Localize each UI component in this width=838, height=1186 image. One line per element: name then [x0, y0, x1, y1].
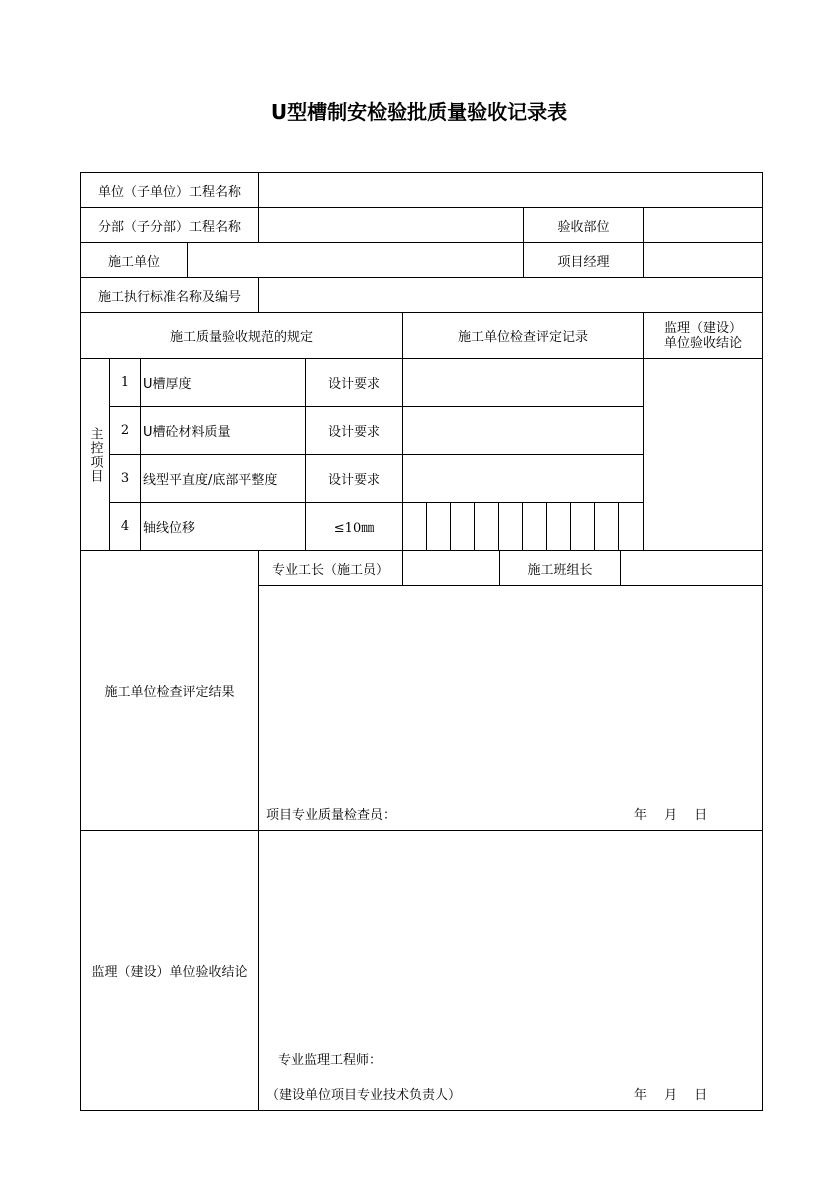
- measurement-cell[interactable]: [426, 502, 451, 551]
- project-name-field[interactable]: [258, 172, 763, 208]
- item-name: U槽砼材料质量: [140, 406, 306, 455]
- main-control-label-cell: [80, 358, 110, 551]
- measurement-cell[interactable]: [402, 502, 427, 551]
- spec-column-header: 施工质量验收规范的规定: [80, 312, 403, 359]
- standard-label: 施工执行标准名称及编号: [80, 277, 259, 313]
- inspector-date: 年 月 日: [634, 808, 708, 823]
- contractor-result-area[interactable]: [258, 585, 763, 831]
- supervisor-column-header: [643, 312, 763, 359]
- foreman-label: 专业工长（施工员）: [258, 550, 403, 586]
- measurement-cell[interactable]: [618, 502, 644, 551]
- supervisor-date: 年 月 日: [634, 1088, 708, 1103]
- supervisor-items-conclusion-field[interactable]: [643, 358, 763, 551]
- item-number: 3: [109, 454, 141, 503]
- acceptance-part-field[interactable]: [643, 207, 763, 243]
- item-number: 1: [109, 358, 141, 407]
- measurement-cell[interactable]: [594, 502, 619, 551]
- standard-field[interactable]: [258, 277, 763, 313]
- team-leader-label: 施工班组长: [499, 550, 621, 586]
- supervisor-engineer-label: 专业监理工程师：: [278, 1053, 383, 1068]
- project-manager-field[interactable]: [643, 242, 763, 278]
- form-title: U型槽制安检验批质量验收记录表: [270, 100, 568, 124]
- subsection-label: 分部（子分部）工程名称: [80, 207, 259, 243]
- owner-representative-label: （建设单位项目专业技术负责人）: [266, 1088, 462, 1103]
- item-record-field[interactable]: [402, 406, 644, 455]
- supervisor-result-label: 监理（建设）单位验收结论: [80, 830, 259, 1111]
- measurement-cell[interactable]: [546, 502, 571, 551]
- supervisor-header-line2: 单位验收结论: [663, 335, 742, 351]
- item-number: 2: [109, 406, 141, 455]
- inspector-signature-label: 项目专业质量检查员：: [266, 808, 397, 823]
- acceptance-part-label: 验收部位: [523, 207, 644, 243]
- supervisor-header-line1: 监理（建设）: [663, 320, 742, 336]
- inspection-form: [80, 172, 763, 1111]
- contractor-field[interactable]: [187, 242, 524, 278]
- item-requirement: 设计要求: [305, 454, 403, 503]
- item-record-field[interactable]: [402, 454, 644, 503]
- project-name-label: 单位（子单位）工程名称: [80, 172, 259, 208]
- item-name: 轴线位移: [140, 502, 306, 551]
- item-requirement: 设计要求: [305, 358, 403, 407]
- measurement-cell[interactable]: [498, 502, 523, 551]
- item-name: 线型平直度/底部平整度: [140, 454, 306, 503]
- project-manager-label: 项目经理: [523, 242, 644, 278]
- contractor-result-label: 施工单位检查评定结果: [80, 550, 259, 831]
- team-leader-field[interactable]: [620, 550, 763, 586]
- measurement-cell[interactable]: [570, 502, 595, 551]
- contractor-record-column-header: 施工单位检查评定记录: [402, 312, 644, 359]
- supervisor-result-area[interactable]: [258, 830, 763, 1111]
- contractor-label: 施工单位: [80, 242, 188, 278]
- item-requirement: 设计要求: [305, 406, 403, 455]
- item-record-field[interactable]: [402, 358, 644, 407]
- measurement-cell[interactable]: [450, 502, 475, 551]
- subsection-field[interactable]: [258, 207, 524, 243]
- foreman-field[interactable]: [402, 550, 500, 586]
- item-name: U槽厚度: [140, 358, 306, 407]
- measurement-cell[interactable]: [522, 502, 547, 551]
- measurement-cell[interactable]: [474, 502, 499, 551]
- item-requirement: ≤10㎜: [305, 502, 403, 551]
- main-control-label: 主控项目: [87, 426, 103, 483]
- item-number: 4: [109, 502, 141, 551]
